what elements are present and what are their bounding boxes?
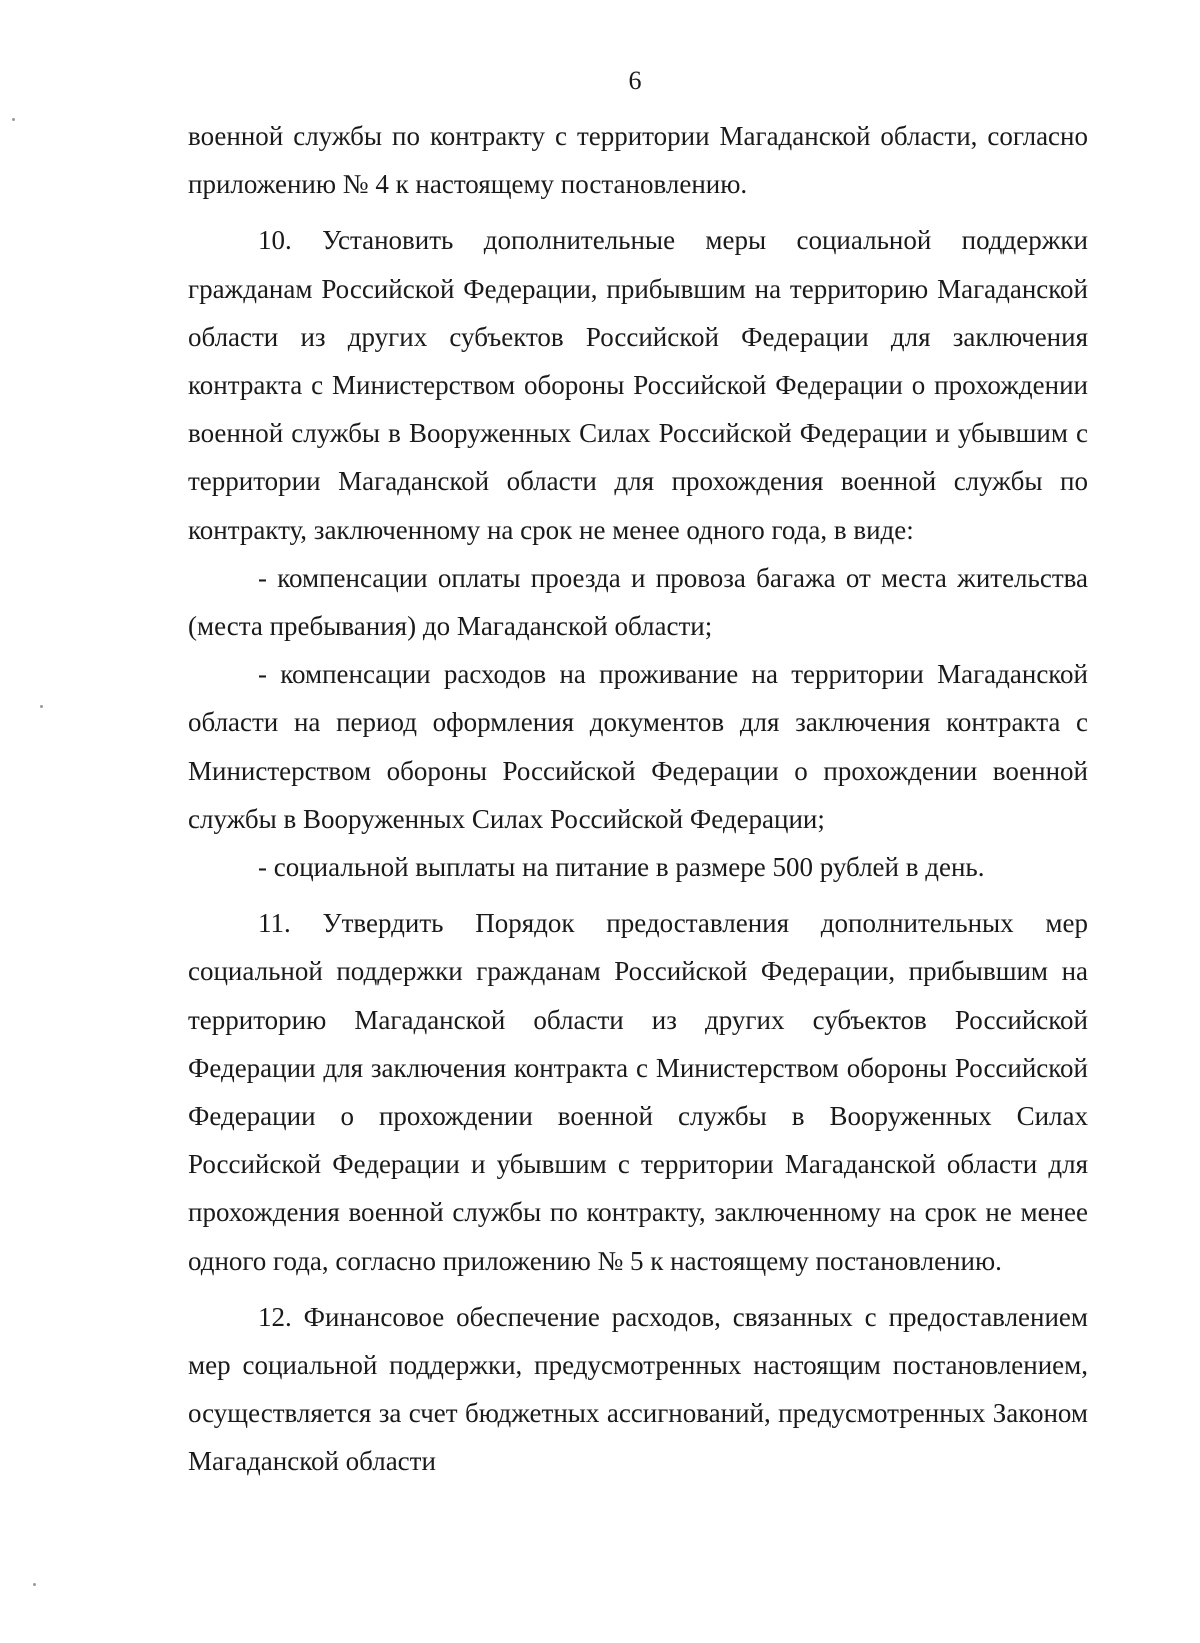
paragraph-item-11: 11. Утвердить Порядок предоставления дополнительных мер социальной поддержки гражданам Российской Федерации, прибывшим на территорию Магаданской области из других субъектов Российской Федерации для заключения контракта с Министерством обороны Российской Федерации о прохождении военной службы в Вооруженных Силах Российской Федерации и убывшим с территории Магаданской области для прохождения военной службы по контракту, заключенному на срок не менее одного года, согласно приложению № 5 к настоящему постановлению. <box>188 908 1088 1276</box>
document-body <box>188 112 1088 1486</box>
paragraph-continuation: военной службы по контракту с территории Магаданской области, согласно приложению № 4 к настоящему постановлению. <box>188 121 1088 200</box>
scan-speck <box>40 705 43 708</box>
list-item-housing-compensation: - компенсации расходов на проживание на территории Магаданской области на период оформления документов для заключения контракта с Министерством обороны Российской Федерации о прохождении военной службы в Вооруженных Силах Российской Федерации; <box>188 659 1088 834</box>
scan-speck <box>33 1583 36 1586</box>
list-item-food-payment: - социальной выплаты на питание в размере 500 рублей в день. <box>258 852 985 883</box>
paragraph-item-10: 10. Установить дополнительные меры социальной поддержки гражданам Российской Федерации, прибывшим на территорию Магаданской области из других субъектов Российской Федерации для заключения контракта с Министерством обороны Российской Федерации о прохождении военной службы в Вооруженных Силах Российской Федерации и убывшим с территории Магаданской области для прохождения военной службы по контракту, заключенному на срок не менее одного года, в виде: <box>188 225 1088 545</box>
page-number: 6 <box>628 66 642 95</box>
list-item-travel-compensation: - компенсации оплаты проезда и провоза багажа от места жительства (места пребывания) до Магаданской области; <box>188 562 1088 642</box>
paragraph-item-12: 12. Финансовое обеспечение расходов, связанных с предоставлением мер социальной поддержки, предусмотренных настоящим постановлением, осуществляется за счет бюджетных ассигнований, предусмотренных Законом Магаданской области <box>188 1301 1088 1477</box>
scan-speck <box>12 118 15 121</box>
